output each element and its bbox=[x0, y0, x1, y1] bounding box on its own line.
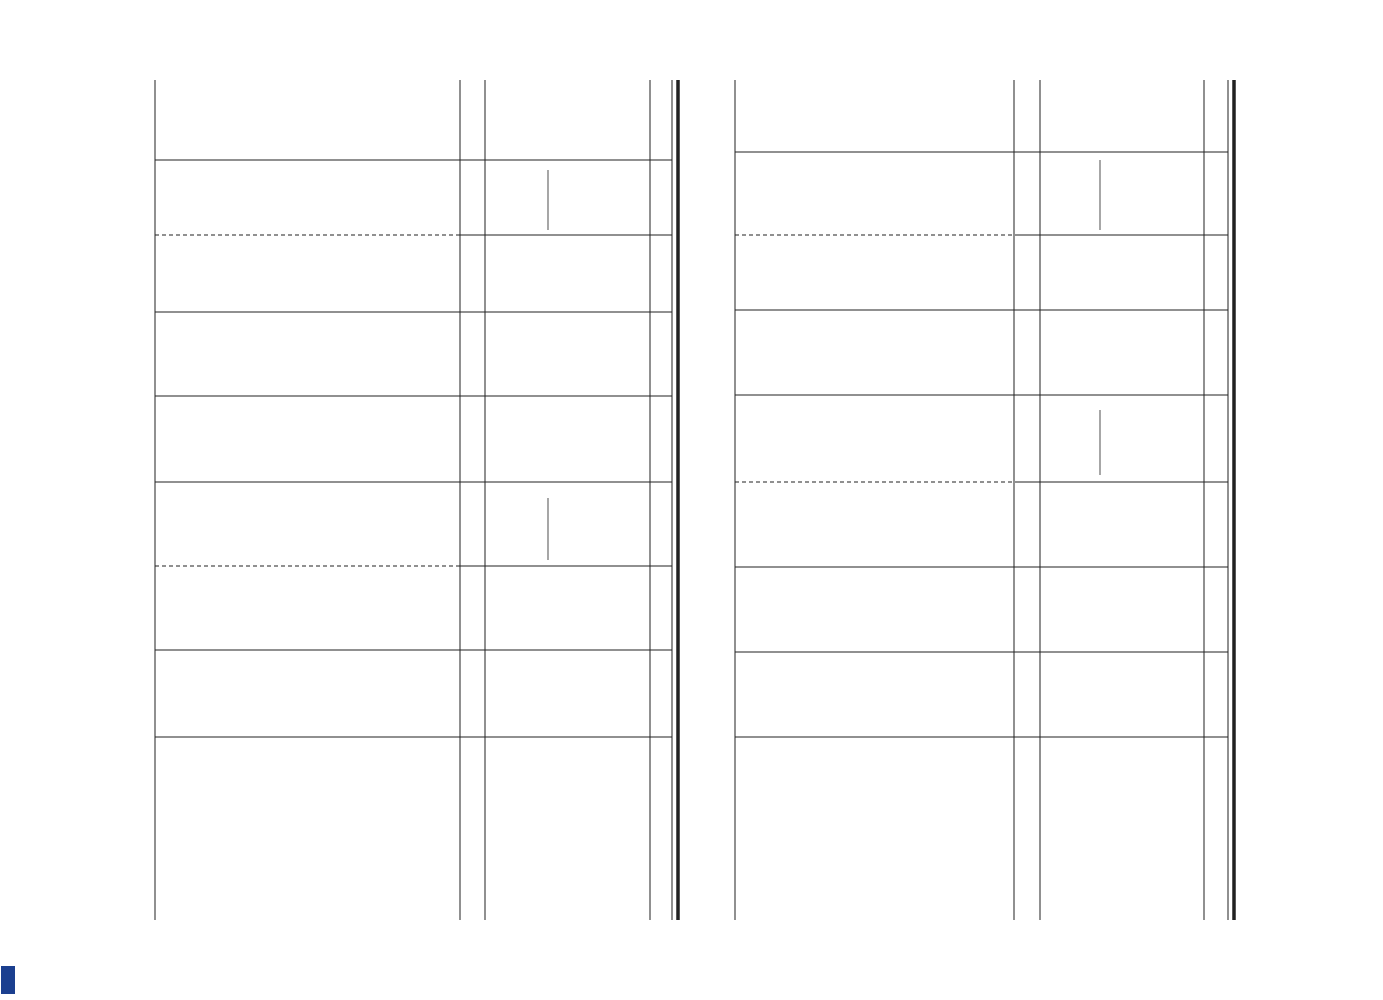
bottom-table-rules bbox=[155, 80, 678, 920]
top-table-rules bbox=[735, 80, 1234, 920]
dfg-logo bbox=[1, 966, 15, 994]
